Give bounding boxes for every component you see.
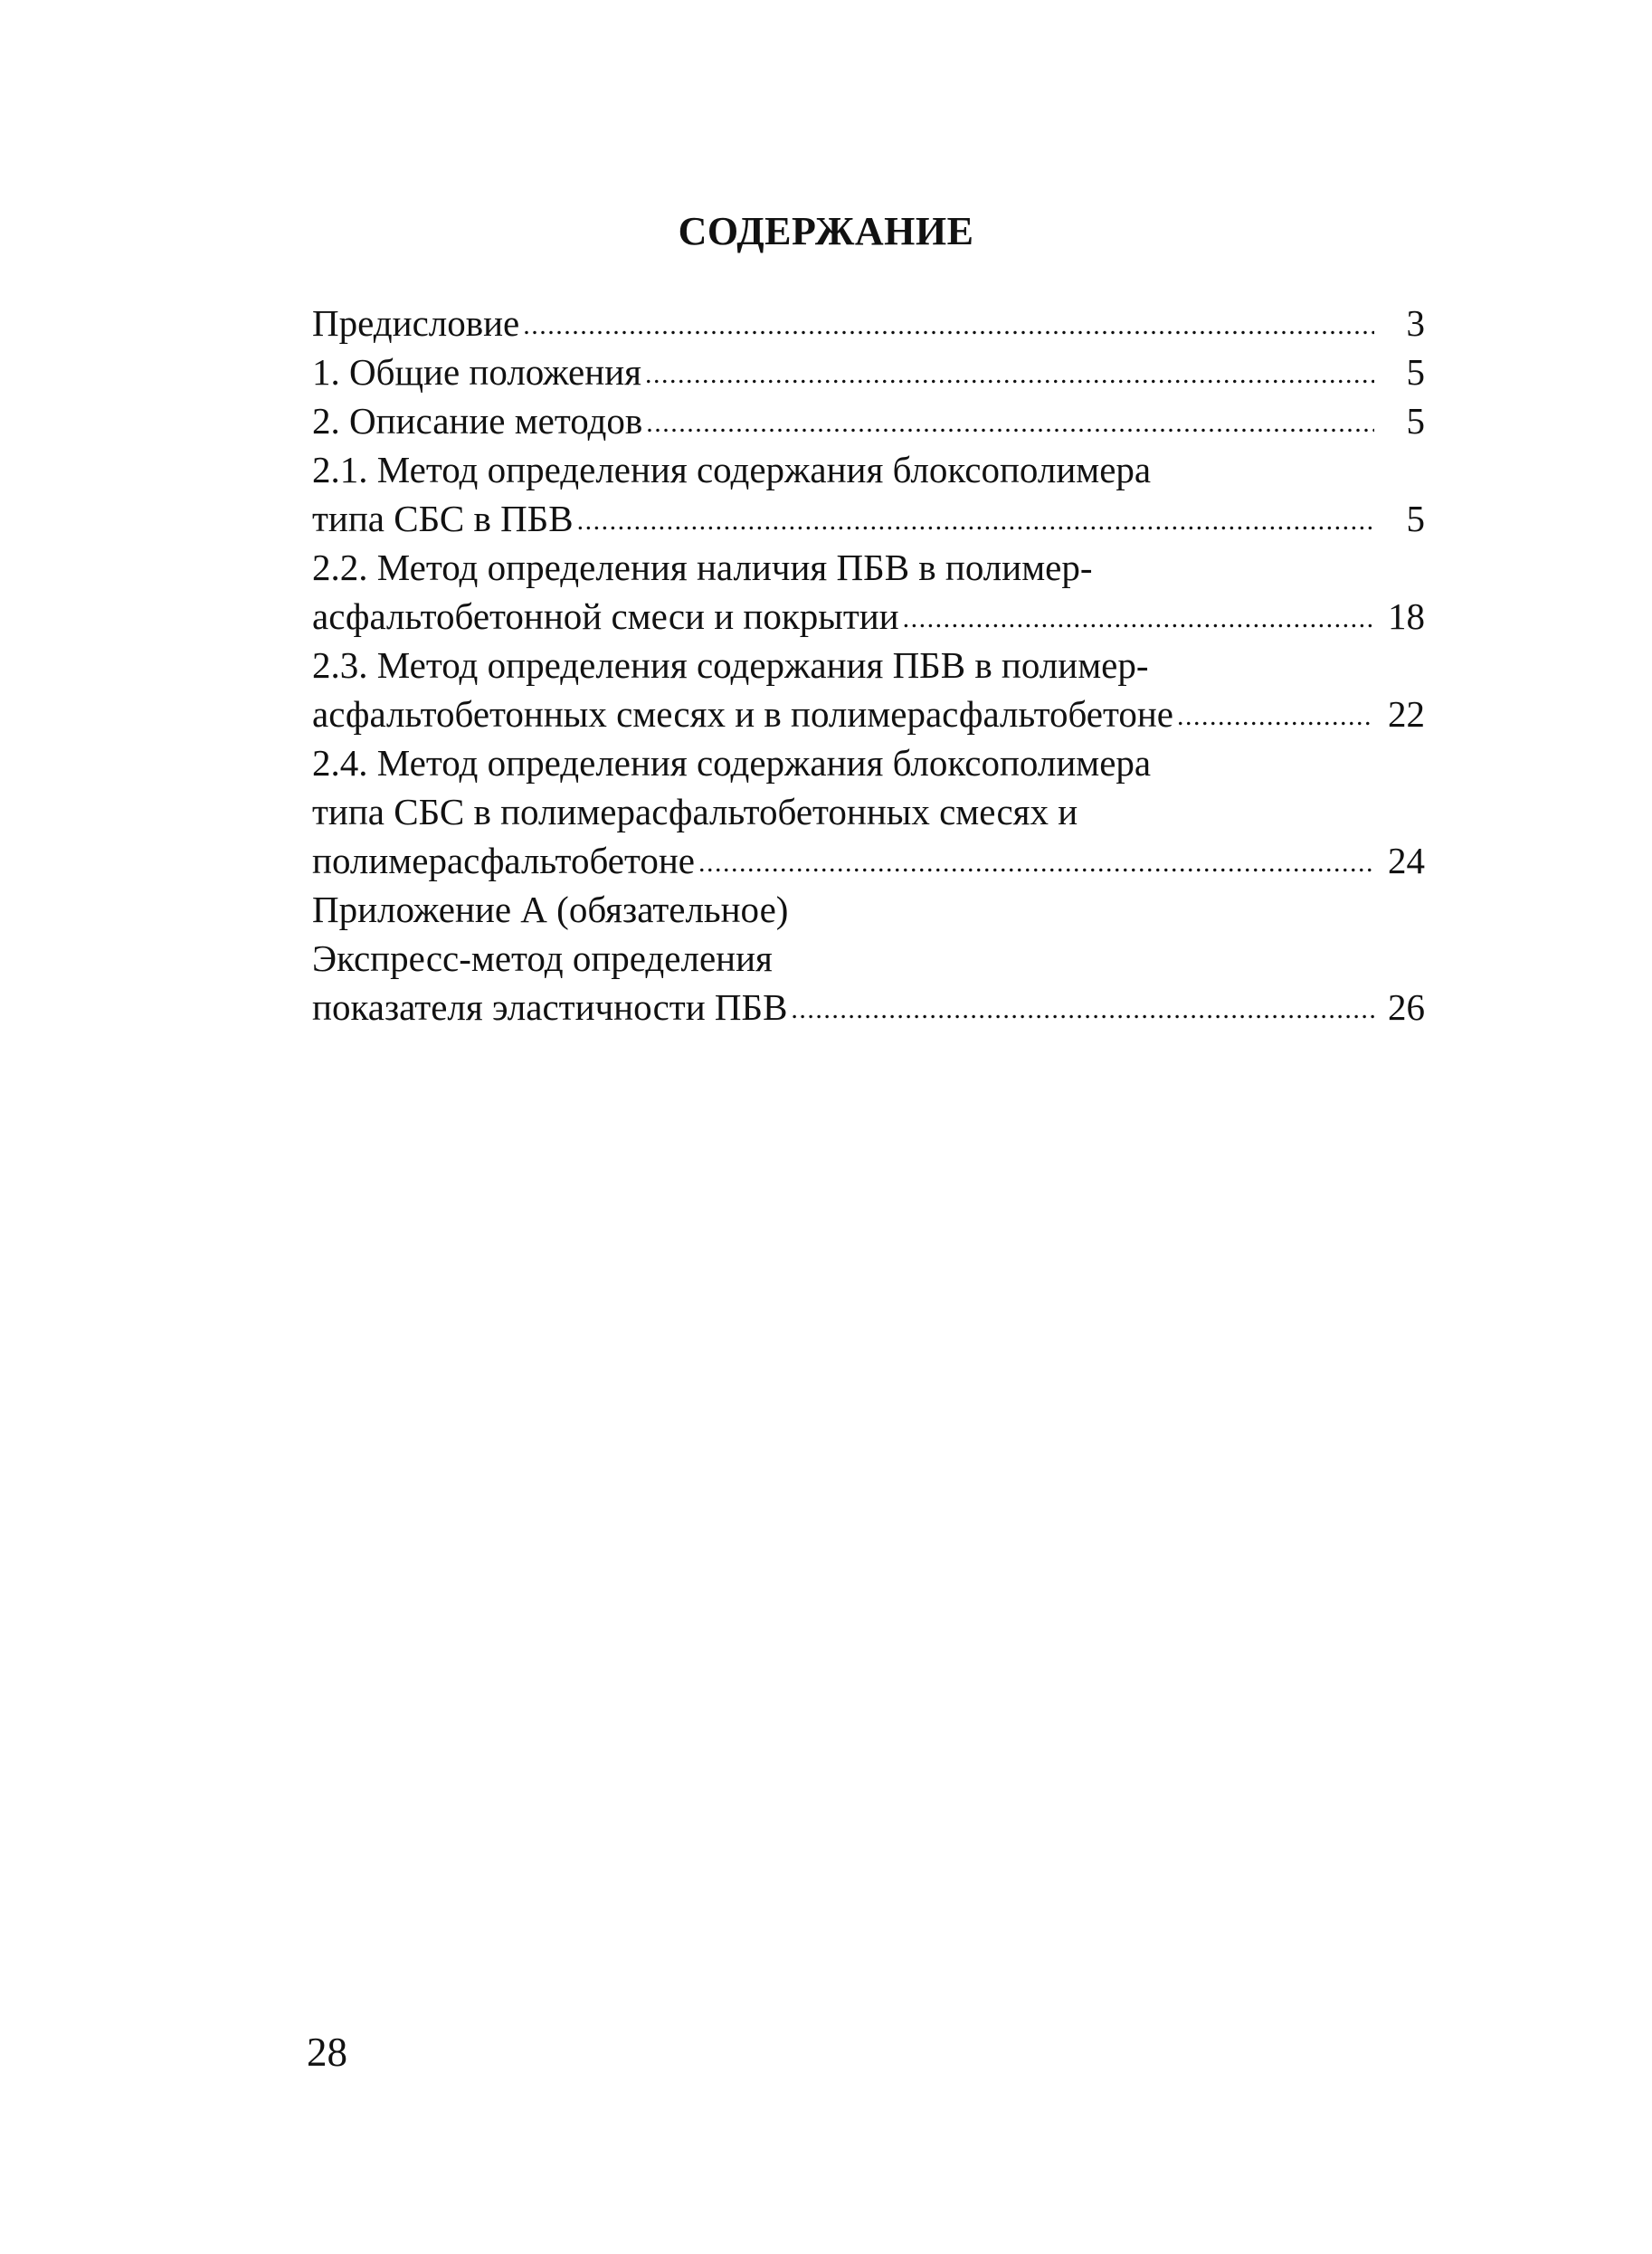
toc-entry-general[interactable]: [312, 347, 1425, 396]
dot-leader: [698, 839, 1374, 888]
toc-entry-2-4-line-3[interactable]: [312, 836, 1425, 885]
toc-entry-2-1-line-2[interactable]: [312, 494, 1425, 543]
dot-leader: [903, 594, 1374, 643]
toc-entry-text: асфальтобетонной смеси и покрытии: [312, 595, 899, 637]
dot-leader: [645, 350, 1374, 399]
toc-entry-text: Экспресс-метод определения: [312, 937, 773, 979]
toc-entry-text: полимерасфальтобетоне: [312, 840, 695, 881]
toc-entry-text: асфальтобетонных смесях и в полимерасфальтобетоне: [312, 693, 1174, 735]
toc-entry-2-4-line-2[interactable]: [312, 787, 1425, 836]
page-number: 28: [307, 2030, 347, 2075]
toc-page-number: 3: [1406, 302, 1425, 344]
toc-entry-2-2-line-2[interactable]: [312, 592, 1425, 641]
toc-entry-2-3-line-2[interactable]: [312, 690, 1425, 738]
toc-entry-methods[interactable]: [312, 396, 1425, 445]
toc-page-number: 24: [1388, 840, 1425, 881]
toc-entry-text: показателя эластичности ПБВ: [312, 986, 788, 1028]
toc-page-number: 18: [1388, 595, 1425, 637]
toc-entry-text: типа СБС в ПБВ: [312, 498, 574, 539]
dot-leader: [577, 497, 1374, 546]
dot-leader: [791, 985, 1374, 1034]
toc-entry-2-2-line-1[interactable]: [312, 543, 1425, 592]
toc-entry-text: 2.3. Метод определения содержания ПБВ в полимер-: [312, 644, 1149, 686]
toc-entry-2-4-line-1[interactable]: [312, 738, 1425, 787]
dot-leader: [1177, 692, 1374, 741]
toc-entry-text: 2. Описание методов: [312, 400, 643, 442]
toc-entry-text: Предисловие: [312, 302, 520, 344]
toc-entry-foreword[interactable]: [312, 299, 1425, 347]
toc-title: СОДЕРЖАНИЕ: [678, 209, 974, 253]
toc-entry-text: 1. Общие положения: [312, 351, 641, 393]
toc-page-number: 5: [1406, 498, 1425, 539]
dot-leader: [523, 301, 1374, 350]
toc-entry-appendix-a-line-3[interactable]: [312, 983, 1425, 1032]
toc-page-number: 26: [1388, 986, 1425, 1028]
toc-entry-text: 2.2. Метод определения наличия ПБВ в полимер-: [312, 547, 1093, 588]
toc-entry-text: типа СБС в полимерасфальтобетонных смесях и: [312, 791, 1078, 832]
toc-page-number: 5: [1406, 400, 1425, 442]
toc-entry-text: 2.4. Метод определения содержания блоксополимера: [312, 742, 1152, 784]
dot-leader: [646, 399, 1374, 448]
toc-entry-2-3-line-1[interactable]: [312, 641, 1425, 690]
toc-entry-text: Приложение А (обязательное): [312, 889, 789, 930]
toc-entry-appendix-a-line-2[interactable]: [312, 934, 1425, 983]
table-of-contents: [312, 299, 1425, 1032]
toc-entry-2-1-line-1[interactable]: [312, 445, 1425, 494]
toc-entry-appendix-a-line-1[interactable]: [312, 885, 1425, 934]
toc-entry-text: 2.1. Метод определения содержания блоксополимера: [312, 449, 1152, 490]
toc-page-number: 22: [1388, 693, 1425, 735]
toc-page-number: 5: [1406, 351, 1425, 393]
